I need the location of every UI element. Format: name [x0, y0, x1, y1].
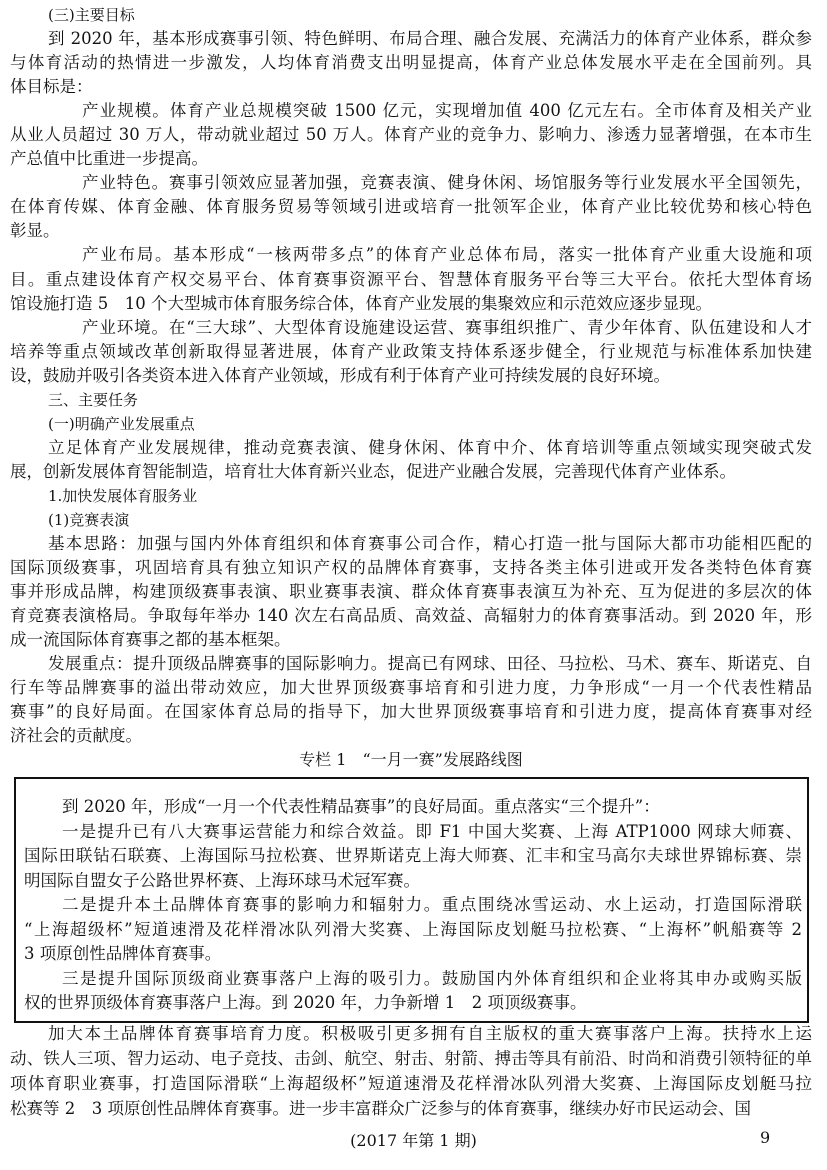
body-text-lower — [10, 1021, 812, 1121]
text-line: 加大本土品牌体育赛事培育力度。积极吸引更多拥有自主版权的重大赛事落户上海。扶持水上运 — [48, 1024, 812, 1043]
paragraph — [24, 967, 802, 1016]
text-line: 到 2020 年，形成“一月一个代表性精品赛事”的良好局面。重点落实“三个提升”： — [62, 797, 660, 816]
paragraph — [10, 27, 812, 99]
text-line: 发展重点：提升顶级品牌赛事的国际影响力。提高已有网球、田径、马拉松、马术、赛车、斯诺克、自 — [48, 654, 812, 674]
text-line: 项体育职业赛事，打造国际滑联“上海超级杯”短道速滑及花样滑冰队列滑大奖赛、上海国际皮划艇马拉 — [10, 1074, 812, 1093]
paragraph — [10, 99, 812, 171]
paragraph — [10, 652, 812, 748]
text-line: 体目标是： — [10, 77, 93, 97]
text-line: 三是提升国际顶级商业赛事落户上海的吸引力。鼓励国内外体育组织和企业将其申办或购买版 — [62, 968, 802, 988]
text-line: 成一流国际体育赛事之都的基本框架。 — [10, 630, 291, 650]
text-line: 3 项原创性品牌体育赛事。 — [24, 944, 222, 963]
text-line: (一)明确产业发展重点 — [48, 414, 195, 433]
text-line: 到 2020 年，基本形成赛事引领、特色鲜明、布局合理、融合发展、充满活力的体育产业体系，群众参 — [48, 29, 812, 49]
footer-issue: (2017 年第 1 期) — [350, 1131, 477, 1150]
text-line: 育竞赛表演格局。争取每年举办 140 次左右高品质、高效益、高辐射力的体育赛事活动。到 2020 年，形 — [10, 606, 812, 626]
paragraph — [10, 243, 812, 315]
text-line: 产业环境。在“三大球”、大型体育设施建设运营、赛事组织推广、青少年体育、队伍建设和人才 — [82, 317, 812, 337]
text-line: 三、主要任务 — [48, 390, 139, 409]
section-heading — [10, 412, 812, 436]
paragraph — [24, 795, 802, 820]
text-line: 基本思路：加强与国内外体育组织和体育赛事公司合作，精心打造一批与国际大都市功能相匹配的 — [48, 534, 812, 554]
paragraph — [24, 820, 802, 894]
text-line: 彰显。 — [10, 221, 60, 241]
text-line: 展，创新发展体育智能制造，培育壮大体育新兴业态，促进产业融合发展，完善现代体育产业体系。 — [10, 461, 736, 481]
text-line: 松赛等 2 3 项原创性品牌体育赛事。进一步丰富群众广泛参与的体育赛事，继续办好市民运动会、国 — [10, 1099, 751, 1118]
text-line: 产业规模。体育产业总规模突破 1500 亿元，实现增加值 400 亿元左右。全市体育及相关产业 — [82, 101, 812, 121]
text-line: 目。重点建设体育产权交易平台、体育赛事资源平台、智慧体育服务平台等三大平台。依托大型体育场 — [10, 269, 812, 289]
body-text-upper — [10, 3, 812, 773]
section-heading — [10, 3, 812, 27]
paragraph — [10, 316, 812, 388]
text-line: (1)竞赛表演 — [48, 510, 130, 529]
text-line: 产总值中比重进一步提高。 — [10, 149, 208, 169]
text-line: (三)主要目标 — [48, 6, 135, 24]
text-line: 从业人员超过 30 万人，带动就业超过 50 万人。体育产业的竞争力、影响力、渗透力显著增强，在本市生 — [10, 125, 812, 145]
text-line: “上海超级杯”短道速滑及花样滑冰队列滑大奖赛、上海国际皮划艇马拉松赛、“上海杯”帆船赛等 2 — [24, 919, 802, 939]
paragraph — [10, 436, 812, 484]
paragraph — [10, 532, 812, 652]
text-line: 培养等重点领域改革创新取得显著进展，体育产业政策支持体系逐步健全，行业规范与标准体系加快建 — [10, 341, 812, 361]
text-line: 赛事”的良好局面。在国家体育总局的指导下，加大世界顶级赛事培育和引进力度，提高体育赛事对经 — [10, 702, 812, 722]
text-line: 1.加快发展体育服务业 — [48, 486, 198, 505]
text-line: 产业布局。基本形成“一核两带多点”的体育产业总体布局，落实一批体育产业重大设施和项 — [82, 245, 812, 265]
text-line: 产业特色。赛事引领效应显著加强，竞赛表演、健身休闲、场馆服务等行业发展水平全国领先， — [82, 173, 812, 193]
section-heading — [10, 484, 812, 508]
text-line: 事并形成品牌，构建顶级赛事表演、职业赛事表演、群众体育赛事表演互为补充、互为促进的多层次的体 — [10, 582, 812, 602]
text-line: 设，鼓励并吸引各类资本进入体育产业领域，形成有利于体育产业可持续发展的良好环境。 — [10, 365, 670, 385]
box-text — [24, 795, 802, 1016]
text-line: 济社会的贡献度。 — [10, 726, 142, 746]
sidebar-box-column-1 — [14, 777, 809, 1023]
text-line: 立足体育产业发展规律，推动竞赛表演、健身休闲、体育中介、体育培训等重点领域实现突破式发 — [48, 437, 812, 457]
paragraph — [24, 893, 802, 967]
section-heading — [10, 388, 812, 412]
text-line: 专栏 1 “一月一赛”发展路线图 — [299, 750, 523, 770]
text-line: 行车等品牌赛事的溢出带动效应，加大世界顶级赛事培育和引进力度，力争形成“一月一个代表性精品 — [10, 678, 812, 698]
text-line: 馆设施打造 5 10 个大型城市体育服务综合体，体育产业发展的集聚效应和示范效应逐步显现。 — [10, 293, 712, 313]
paragraph — [10, 171, 812, 243]
text-line: 与体育活动的热情进一步激发，人均体育消费支出明显提高，体育产业总体发展水平走在全国前列。具 — [10, 53, 812, 73]
text-line: 在体育传媒、体育金融、体育服务贸易等领域引进或培育一批领军企业，体育产业比较优势和核心特色 — [10, 197, 812, 217]
text-line: 二是提升本土品牌体育赛事的影响力和辐射力。重点围绕冰雪运动、水上运动，打造国际滑联 — [62, 895, 802, 914]
page-number: 9 — [760, 1128, 771, 1147]
text-line: 明国际自盟女子公路世界杯赛、上海环球马术冠军赛。 — [24, 870, 420, 890]
paragraph — [10, 1021, 812, 1121]
box-caption — [10, 748, 812, 772]
text-line: 权的世界顶级体育赛事落户上海。到 2020 年，力争新增 1 2 项顶级赛事。 — [24, 993, 587, 1012]
text-line: 一是提升已有八大赛事运营能力和综合效益。即 F1 中国大奖赛、上海 ATP1000 网球大师赛、 — [62, 821, 802, 841]
text-line: 国际顶级赛事，巩固培育具有独立知识产权的品牌体育赛事，支持各类主体引进或开发各类特色体育赛 — [10, 558, 812, 578]
section-heading — [10, 508, 812, 532]
text-line: 国际田联钻石联赛、上海国际马拉松赛、世界斯诺克上海大师赛、汇丰和宝马高尔夫球世界锦标赛、崇 — [24, 846, 802, 865]
text-line: 动、铁人三项、智力运动、电子竞技、击剑、航空、射击、射箭、搏击等具有前沿、时尚和消费引领特征的单 — [10, 1049, 812, 1068]
